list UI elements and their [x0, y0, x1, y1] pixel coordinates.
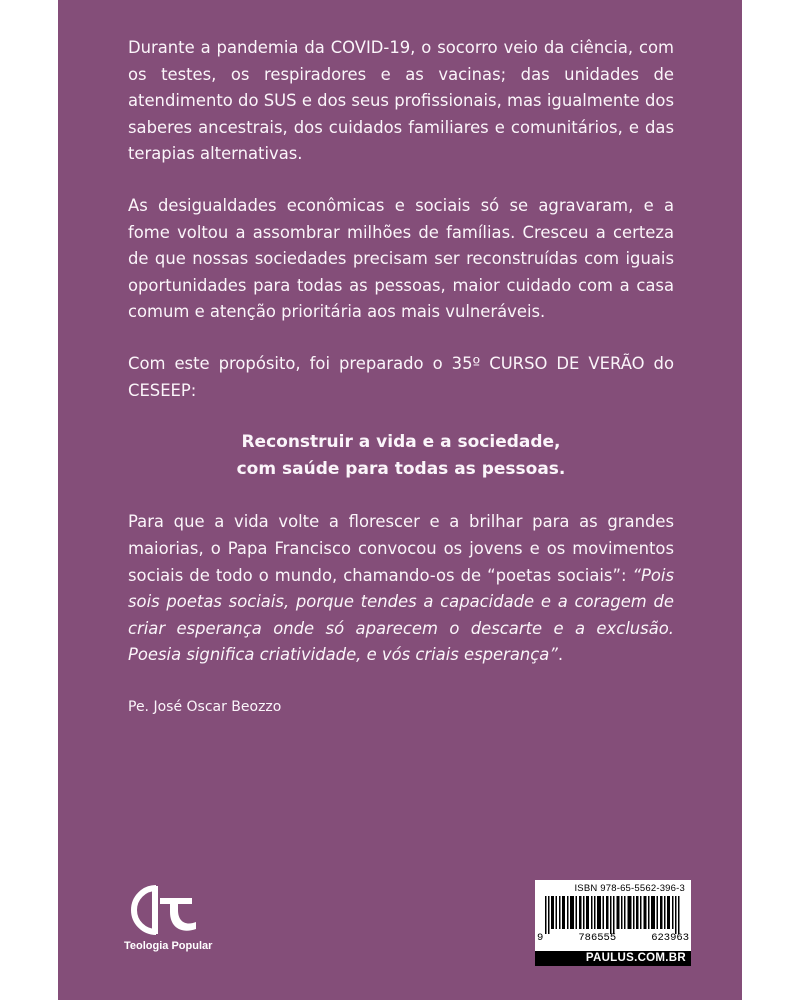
barcode-digits-left: 786555: [578, 932, 617, 944]
author-signature: Pe. José Oscar Beozzo: [128, 698, 282, 715]
back-cover: [58, 0, 742, 1000]
paragraph-4: [128, 509, 674, 669]
barcode-digits-right: 623963: [651, 932, 689, 944]
paragraph-4-intro: Para que a vida volte a florescer e a brilhar para as grandes maiorias, o Papa Francisco convocou os jovens e os movimentos sociais de todo o mundo, chamando-os de “poetas sociais”:: [128, 512, 674, 585]
publisher-website: PAULUS.COM.BR: [535, 951, 691, 966]
paragraph-2: As desigualdades econômicas e sociais só se agravaram, e a fome voltou a assombrar milhões de famílias. Cresceu a certeza de que nossas sociedades precisam ser reconstruídas com iguais oportunidades para todas as pessoas, maior cuidado com a casa comum e atenção prioritária aos mais vulneráveis.: [128, 195, 674, 322]
paragraph-1: Durante a pandemia da COVID-19, o socorro veio da ciência, com os testes, os respiradores e as vacinas; das unidades de atendimento do SUS e dos seus profissionais, mas igualmente dos saberes ancestrais, dos cuidados familiares e comunitários, e das terapias alternativas.: [128, 38, 674, 164]
synopsis-text: [128, 35, 674, 745]
barcode-bars: [545, 896, 681, 934]
pope-quote: “Pois sois poetas sociais, porque tendes a capacidade e a coragem de criar esperança onde só aparecem o descarte e a exclusão. Poesia significa criatividade, e vós criais esperança”: [128, 565, 674, 665]
isbn-barcode: [535, 880, 691, 966]
paragraph-3: Com este propósito, foi preparado o 35º CURSO DE VERÃO do CESEEP:: [128, 353, 674, 400]
paragraph-4-end: .: [557, 645, 564, 665]
course-title-line-1: Reconstruir a vida e a sociedade,: [241, 432, 561, 453]
teologia-popular-logo-icon: [130, 882, 200, 938]
course-title: [128, 429, 674, 482]
course-title-line-2: com saúde para todas as pessoas.: [236, 458, 566, 479]
isbn-number: ISBN 978-65-5562-396-3: [574, 883, 685, 894]
barcode-digits: [535, 932, 691, 944]
publisher-logo: [124, 882, 234, 952]
barcode-digit-first: 9: [537, 932, 544, 944]
logo-label: Teologia Popular: [124, 940, 213, 952]
